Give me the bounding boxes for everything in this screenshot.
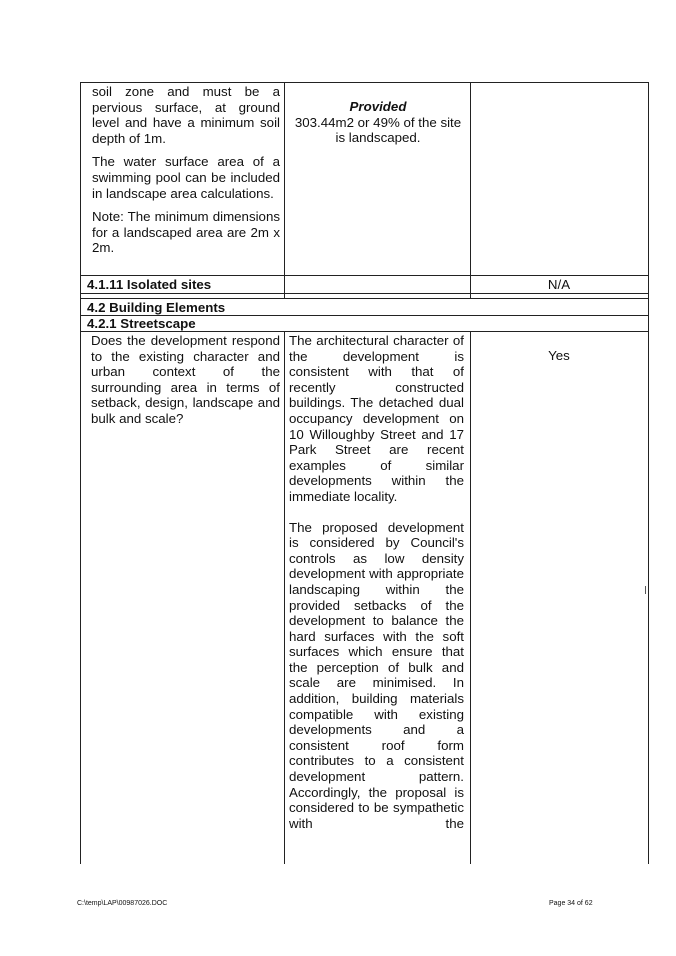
section-heading-streetscape: 4.2.1 Streetscape [87,316,196,331]
streetscape-question: Does the development respond to the existing character and urban context of the surrounding area in terms of setback, design, landscape and bulk and scale? [91,333,280,426]
row-divider [80,293,649,294]
requirement-paragraph: soil zone and must be a pervious surface, at ground level and have a minimum soil depth of 1m. [92,84,280,146]
column-divider [284,331,285,864]
column-divider [470,331,471,864]
table-top-border [80,82,649,83]
section-heading-isolated-sites: 4.1.11 Isolated sites [87,277,212,292]
streetscape-comment [289,333,464,839]
comment-cell [290,99,466,146]
column-divider [470,82,471,298]
requirement-paragraph: The water surface area of a swimming pool can be included in landscape area calculations. [92,154,280,201]
table-right-border [648,82,649,864]
row-divider [80,275,649,276]
compliance-streetscape: Yes [548,348,570,363]
provided-label: Provided [349,99,407,114]
requirement-cell [92,84,280,264]
column-divider [284,82,285,298]
table-left-border [80,82,81,864]
footer-page-number: Page 34 of 62 [549,900,593,907]
comment-paragraph: The proposed development is considered by Council's controls as low density development with appropriate landscaping within the provided setbacks of the development to balance the hard surfaces with the soft surfaces which ensure that the perception of bulk and scale are minimised. In addition, building materials compatible with existing developments and a consistent roof form contributes to a consistent development pattern. Accordingly, the proposal is considered to be sympathetic with the [289,519,464,831]
margin-mark [645,586,646,594]
footer-file-path: C:\temp\LAP\00987026.DOC [77,900,168,907]
row-divider [80,298,649,299]
compliance-isolated-sites: N/A [547,277,571,292]
section-heading-building-elements: 4.2 Building Elements [87,300,226,315]
provided-value: 303.44m2 or 49% of the site is landscaped. [294,114,462,146]
requirement-note: Note: The minimum dimensions for a landscaped area are 2m x 2m. [92,209,280,256]
comment-paragraph: The architectural character of the development is consistent with that of recently constructed buildings. The detached dual occupancy development on 10 Willoughby Street and 17 Park Street are recent examples of similar developments within the immediate locality. [289,333,464,504]
